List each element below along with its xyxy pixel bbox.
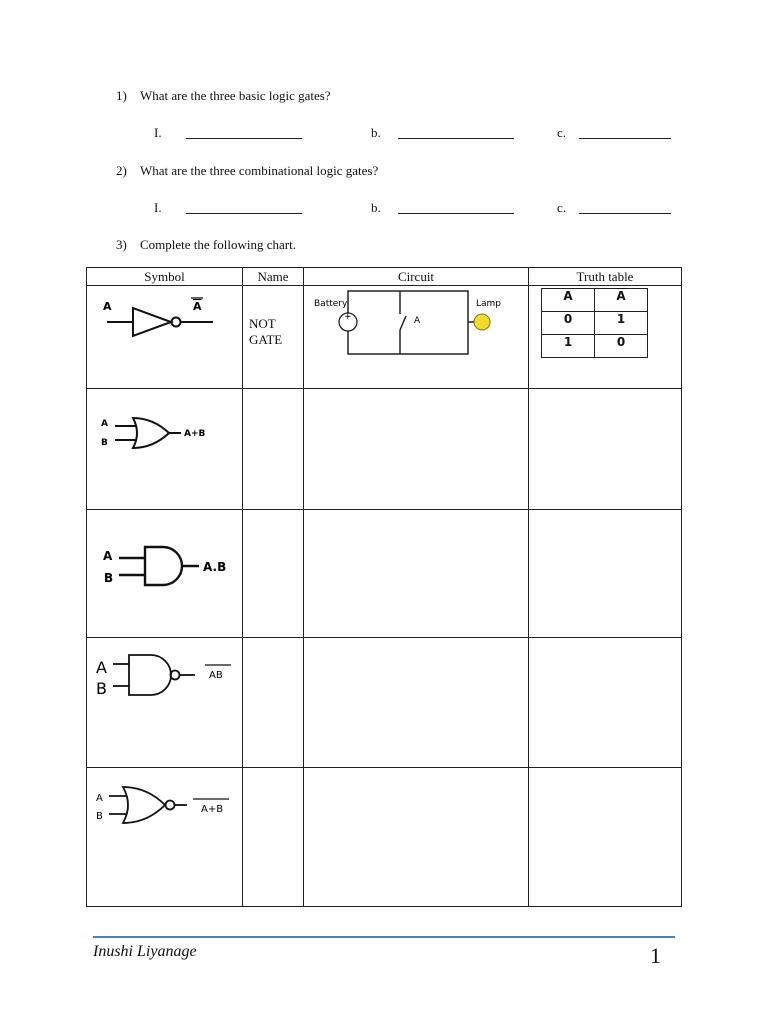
truth-table-cell-and[interactable] xyxy=(529,510,682,638)
answer-label-2c: c. xyxy=(557,200,567,215)
tt-cell: 1 xyxy=(542,335,595,358)
not-truth-table xyxy=(541,288,648,358)
page-number: 1 xyxy=(650,943,661,968)
and-input-a: A xyxy=(103,549,113,563)
answer-blank-1a[interactable] xyxy=(186,138,302,139)
not-output-label: A xyxy=(193,300,202,313)
circuit-cell-not xyxy=(304,286,529,389)
symbol-cell-nor xyxy=(87,768,243,907)
truth-table-cell-nand[interactable] xyxy=(529,638,682,768)
and-gate-symbol xyxy=(87,510,242,638)
header-truth-table: Truth table xyxy=(529,268,682,286)
tt-header-not-a: $\overline{A}$ xyxy=(595,289,648,312)
table-row xyxy=(87,638,682,768)
symbol-cell-and xyxy=(87,510,243,638)
nor-input-b: B xyxy=(96,811,103,822)
answer-blank-2b[interactable] xyxy=(398,213,514,214)
nor-output-label: A+B xyxy=(201,804,224,815)
nor-gate-symbol xyxy=(87,768,242,907)
not-input-label: A xyxy=(103,300,112,313)
answer-blank-1c[interactable] xyxy=(579,138,671,139)
footer-author: Inushi Liyanage xyxy=(93,943,197,960)
truth-table-cell-or[interactable] xyxy=(529,389,682,510)
answer-blank-2c[interactable] xyxy=(579,213,671,214)
and-output-label: A.B xyxy=(203,560,227,574)
nand-gate-symbol xyxy=(87,638,242,768)
table-row xyxy=(87,286,682,389)
answer-label-1c: c. xyxy=(557,125,567,140)
switch-label: A xyxy=(414,316,421,326)
answer-blank-1b[interactable] xyxy=(398,138,514,139)
question-3-text: Complete the following chart. xyxy=(140,237,296,252)
not-circuit-diagram xyxy=(304,286,528,389)
header-circuit: Circuit xyxy=(304,268,529,286)
table-row xyxy=(87,768,682,907)
question-3-number: 3) xyxy=(116,237,127,252)
or-output-label: A+B xyxy=(184,429,206,439)
footer-divider xyxy=(93,936,675,938)
nand-output-label: AB xyxy=(209,670,223,681)
and-input-b: B xyxy=(104,571,114,585)
question-2-number: 2) xyxy=(116,163,127,178)
truth-table-cell-nor[interactable] xyxy=(529,768,682,907)
tt-row xyxy=(542,312,648,335)
symbol-cell-or xyxy=(87,389,243,510)
nor-input-a: A xyxy=(96,793,103,804)
header-name: Name xyxy=(243,268,304,286)
or-input-b: B xyxy=(101,438,108,448)
answer-label-1b: b. xyxy=(371,125,381,140)
question-1-number: 1) xyxy=(116,88,127,103)
table-row xyxy=(87,389,682,510)
symbol-cell-nand xyxy=(87,638,243,768)
truth-table-cell-not xyxy=(529,286,682,389)
name-cell-and[interactable] xyxy=(243,510,304,638)
battery-plus: + xyxy=(344,312,352,322)
tt-header-a: A xyxy=(542,289,595,312)
answer-blank-2a[interactable] xyxy=(186,213,302,214)
circuit-cell-or[interactable] xyxy=(304,389,529,510)
tt-cell: 0 xyxy=(542,312,595,335)
name-cell-nor[interactable] xyxy=(243,768,304,907)
not-gate-symbol xyxy=(87,286,242,389)
lamp-label: Lamp xyxy=(476,299,502,309)
answer-label-2a: I. xyxy=(154,200,162,215)
circuit-cell-and[interactable] xyxy=(304,510,529,638)
circuit-cell-nand[interactable] xyxy=(304,638,529,768)
battery-label: Battery xyxy=(314,299,348,309)
logic-gate-chart xyxy=(86,267,682,907)
or-gate-symbol xyxy=(87,389,242,510)
name-cell-or[interactable] xyxy=(243,389,304,510)
circuit-cell-nor[interactable] xyxy=(304,768,529,907)
table-row xyxy=(87,510,682,638)
header-symbol: Symbol xyxy=(87,268,243,286)
gate-name-line1: NOT xyxy=(249,316,276,331)
gate-name-line2: GATE xyxy=(249,332,283,347)
symbol-cell-not xyxy=(87,286,243,389)
chart-header-row xyxy=(87,268,682,286)
nand-input-b: B xyxy=(96,679,107,698)
nand-input-a: A xyxy=(96,658,107,677)
tt-cell: 1 xyxy=(595,312,648,335)
or-input-a: A xyxy=(101,419,108,429)
answer-label-1a: I. xyxy=(154,125,162,140)
name-cell-nand[interactable] xyxy=(243,638,304,768)
name-cell-not xyxy=(243,286,304,389)
answer-label-2b: b. xyxy=(371,200,381,215)
question-1-text: What are the three basic logic gates? xyxy=(140,88,331,103)
tt-row xyxy=(542,335,648,358)
tt-cell: 0 xyxy=(595,335,648,358)
question-2-text: What are the three combinational logic gates? xyxy=(140,163,379,178)
